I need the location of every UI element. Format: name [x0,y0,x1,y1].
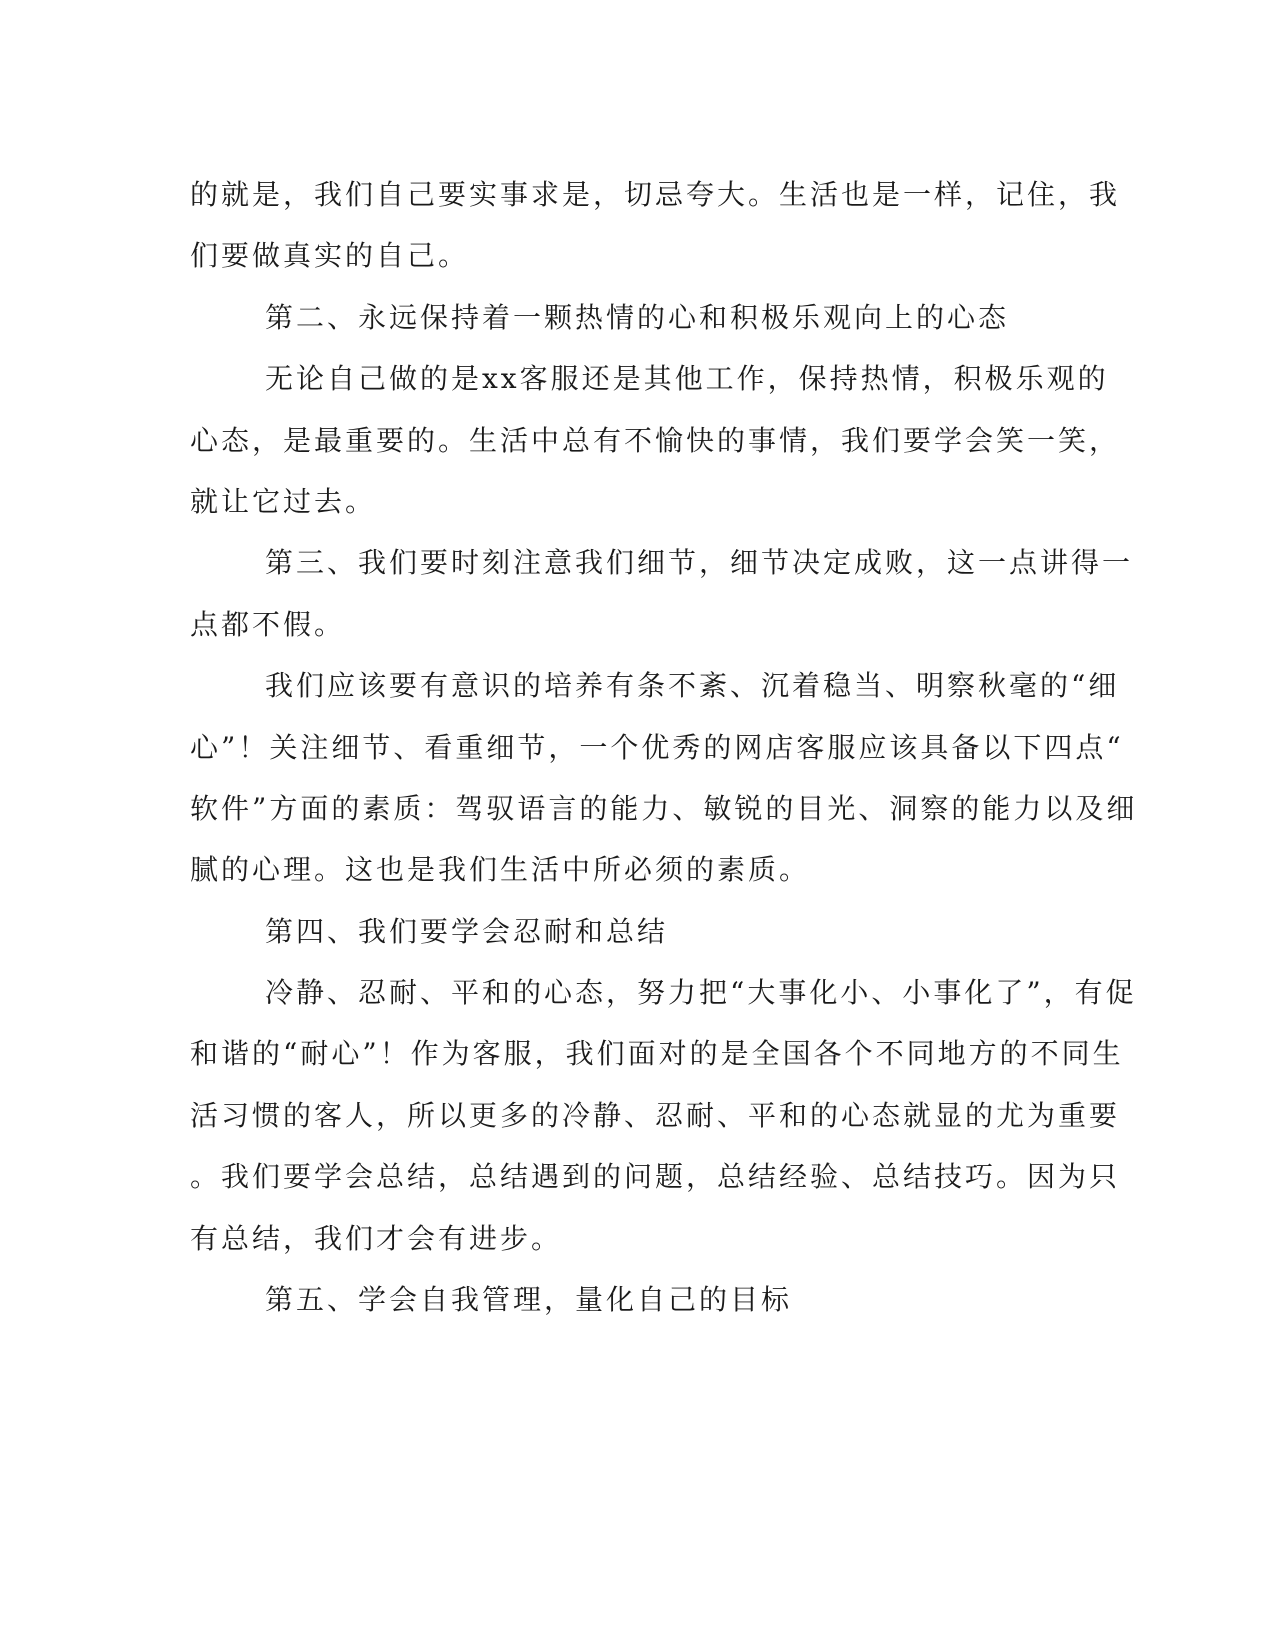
text-line: 点都不假。 [190,607,346,641]
text-line: 活习惯的客人，所以更多的冷静、忍耐、平和的心态就显的尤为重要 [190,1098,1121,1132]
text-line: 的就是，我们自己要实事求是，切忌夸大。生活也是一样，记住，我 [190,178,1121,211]
paragraph-start: 冷静、忍耐、平和的心态，努力把“大事化小、小事化了”，有促 [265,976,1137,1010]
section-heading-3: 第三、我们要时刻注意我们细节，细节决定成败，这一点讲得一 [265,546,1134,580]
text-line: 们要做真实的自己。 [190,239,470,273]
text-line: 心”！关注细节、看重细节，一个优秀的网店客服应该具备以下四点“ [190,730,1124,764]
text-line: 软件”方面的素质：驾驭语言的能力、敏锐的目光、洞察的能力以及细 [190,791,1138,825]
text-line: 和谐的“耐心”！作为客服，我们面对的是全国各个不同地方的不同生 [190,1037,1124,1071]
text-line: 心态，是最重要的。生活中总有不愉快的事情，我们要学会笑一笑， [190,423,1121,457]
section-heading-4: 第四、我们要学会忍耐和总结 [265,914,669,948]
text-line: 。我们要学会总结，总结遇到的问题，总结经验、总结技巧。因为只 [190,1160,1121,1194]
section-heading-5: 第五、学会自我管理，量化自己的目标 [265,1283,793,1317]
paragraph-start: 我们应该要有意识的培养有条不紊、沉着稳当、明察秋毫的“细 [265,669,1120,703]
text-line: 就让它过去。 [190,484,377,518]
paragraph-start: 无论自己做的是xx客服还是其他工作，保持热情，积极乐观的 [265,362,1109,396]
text-line: 有总结，我们才会有进步。 [190,1221,563,1255]
document-body [190,164,1138,1330]
section-heading-2: 第二、永远保持着一颗热情的心和积极乐观向上的心态 [265,300,1010,334]
text-line: 腻的心理。这也是我们生活中所必须的素质。 [190,853,811,887]
